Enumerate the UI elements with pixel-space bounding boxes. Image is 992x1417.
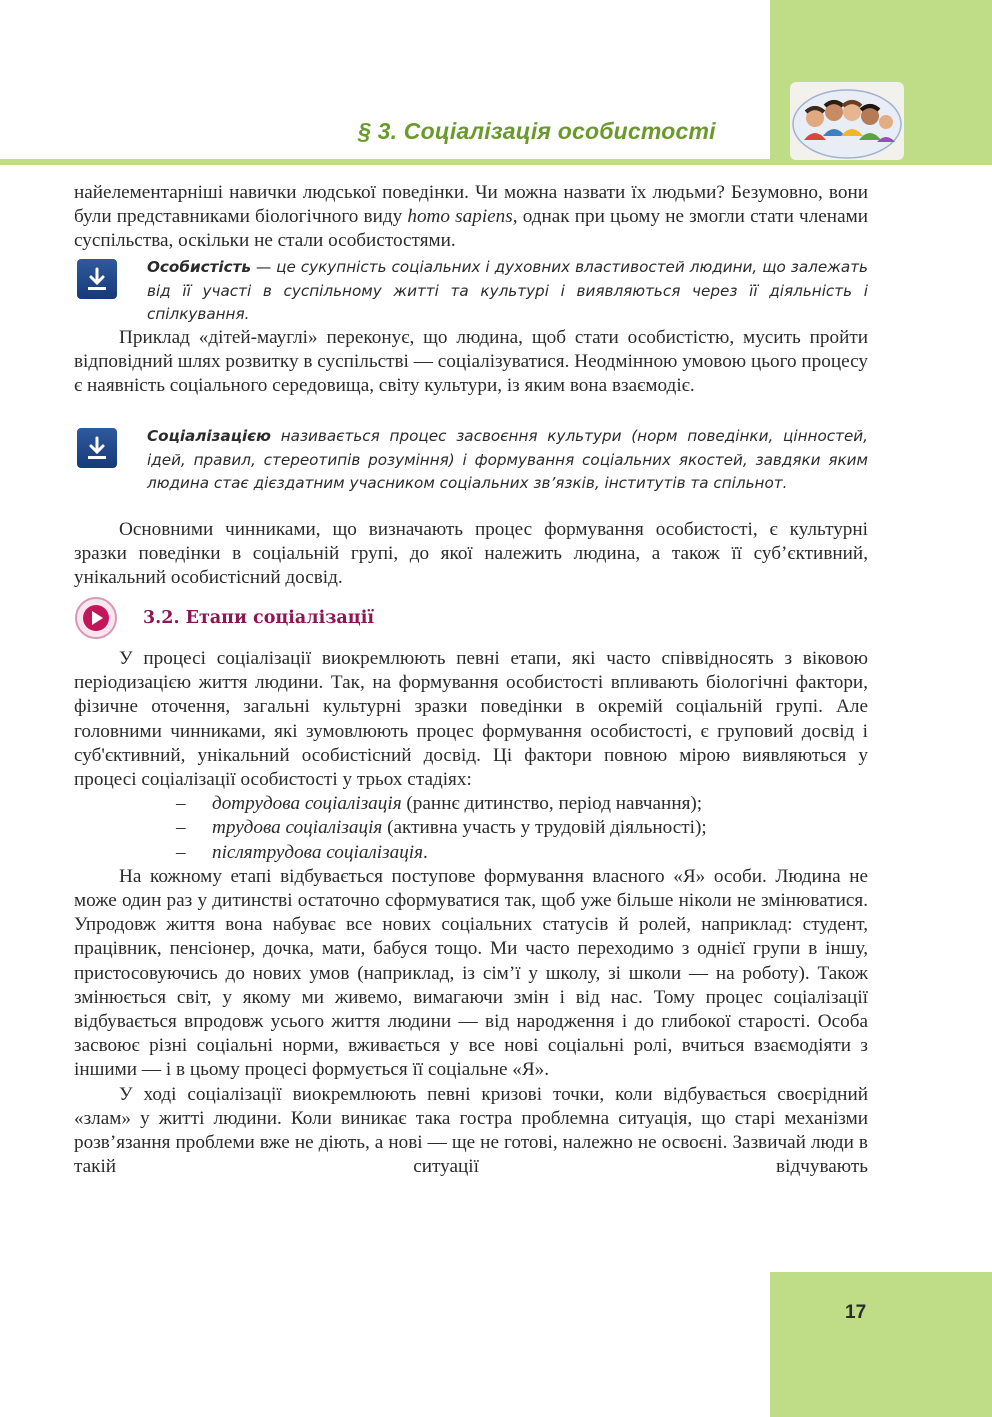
- stage-term: трудова соціалізація: [212, 817, 383, 839]
- chapter-title: § 3. Соціалізація особистості: [358, 118, 716, 144]
- definition-text: [147, 256, 868, 327]
- list-dash: –: [176, 817, 186, 839]
- definition-text: [147, 425, 868, 496]
- definition-term: Соціалізацією: [147, 427, 271, 445]
- page-content: [74, 181, 868, 1179]
- paragraph-4: У процесі соціалізації виокремлюють певні етапи, які часто співвідносять з віковою періодизацією життя людини. Так, на формування особистості впливають біологічні фактори, фізичне оточення, загальні культурні зразки поведінки в окремій соціальній групі. Але головними чинниками, які зумовлюють процес формування особистості, є груповий досвід і суб'єктивний, унікальний особистісний досвід. Ці фактори повною мірою виявляються у процесі соціалізації особистості у трьох стадіях:: [74, 648, 868, 791]
- play-circle-icon: [74, 596, 118, 640]
- download-arrow-icon: [77, 259, 117, 299]
- page-number: 17: [845, 1302, 867, 1323]
- stage-description: .: [423, 841, 428, 863]
- paragraph-2: Приклад «дітей-мауглі» переконує, що людина, щоб стати особистістю, мусить пройти відповідний шлях розвитку в суспільстві — соціалізуватися. Неодмінною умовою цього процесу є наявність соціального середовища, світу культури, із яким вона взаємодіє.: [74, 327, 868, 397]
- list-item: [74, 816, 868, 840]
- definition-term: Особистість: [147, 258, 252, 276]
- paragraph-5: На кожному етапі відбувається поступове формування власного «Я» особи. Людина не може один раз у дитинстві остаточно сформуватися так, щоб уже більше ніколи не змінюватися. Упродовж життя вона набуває все нових соціальних статусів й ролей, наприклад: студент, працівник, пенсіонер, дочка, мати, бабуся тощо. Ми часто переходимо з однієї групи в іншу, пристосовуючись до нових умов (наприклад, із сім’ї у школу, зі школи — на роботу). Також змінюється світ, у якому ми живемо, вимагаючи змін і від нас. Тому процес соціалізації відбувається впродовж усього життя людини — від народження і до глибокої старості. Особа засвоює різні соціальні норми, вживається у все нові соціальні ролі, вчиться взаємодіяти з іншими — і в цьому процесі формується її соціальне «Я».: [74, 865, 868, 1081]
- stage-description: (раннє дитинство, період навчання);: [401, 793, 703, 815]
- definition-body: — це сукупність соціальних і духовних властивостей людини, що залежать від її участі в суспільному житті та культурі і виявляються через її діяльність і спілкування.: [147, 258, 868, 324]
- definition-body: називається процес засвоєння культури (норм поведінки, цінностей, ідей, правил, стереотипів розуміння) і формування соціальних якостей, завдяки яким людина стає дієздатним учасником соціальних зв’язків, інститутів та спільнот.: [147, 427, 868, 493]
- paragraph-6: У ході соціалізації виокремлюють певні кризові точки, коли відбувається своєрідний «злам» у житті людини. Коли виникає така гостра проблемна ситуація, що старі механізми розв’язання проблеми вже не діють, а нові — ще не готові, належно не освоєні. Зазвичай люди в такій ситуації відчувають: [74, 1083, 868, 1178]
- list-dash: –: [176, 841, 186, 863]
- paragraph-1: найелементарніші навички людської поведінки. Чи можна назвати їх людьми? Безумовно, вони були представниками біологічного виду homo sapiens, однак при цьому не змогли стати членами суспільства, оскільки не стали особистостями.: [74, 182, 868, 252]
- stages-list: [74, 792, 868, 865]
- children-group-illustration: [790, 82, 904, 160]
- list-item: [74, 841, 868, 865]
- definition-socialization: [74, 425, 868, 518]
- footer-green-band: [770, 1272, 992, 1417]
- paragraph-3: Основними чинниками, що визначають процес формування особистості, є культурні зразки поведінки в соціальній групі, до якої належить людина, а також її суб’єктивний, унікальний особистісний досвід.: [74, 519, 868, 589]
- section-title: 3.2. Етапи соціалізації: [143, 608, 374, 628]
- list-dash: –: [176, 793, 186, 815]
- stage-term: дотрудова соціалізація: [212, 793, 402, 815]
- stage-term: післятрудова соціалізація: [212, 841, 424, 863]
- definition-personality: [74, 256, 868, 326]
- stage-description: (активна участь у трудовій діяльності);: [382, 817, 707, 839]
- section-heading: [74, 596, 868, 644]
- species-name: homo sapiens: [407, 206, 513, 228]
- list-item: [74, 792, 868, 816]
- download-arrow-icon: [77, 428, 117, 468]
